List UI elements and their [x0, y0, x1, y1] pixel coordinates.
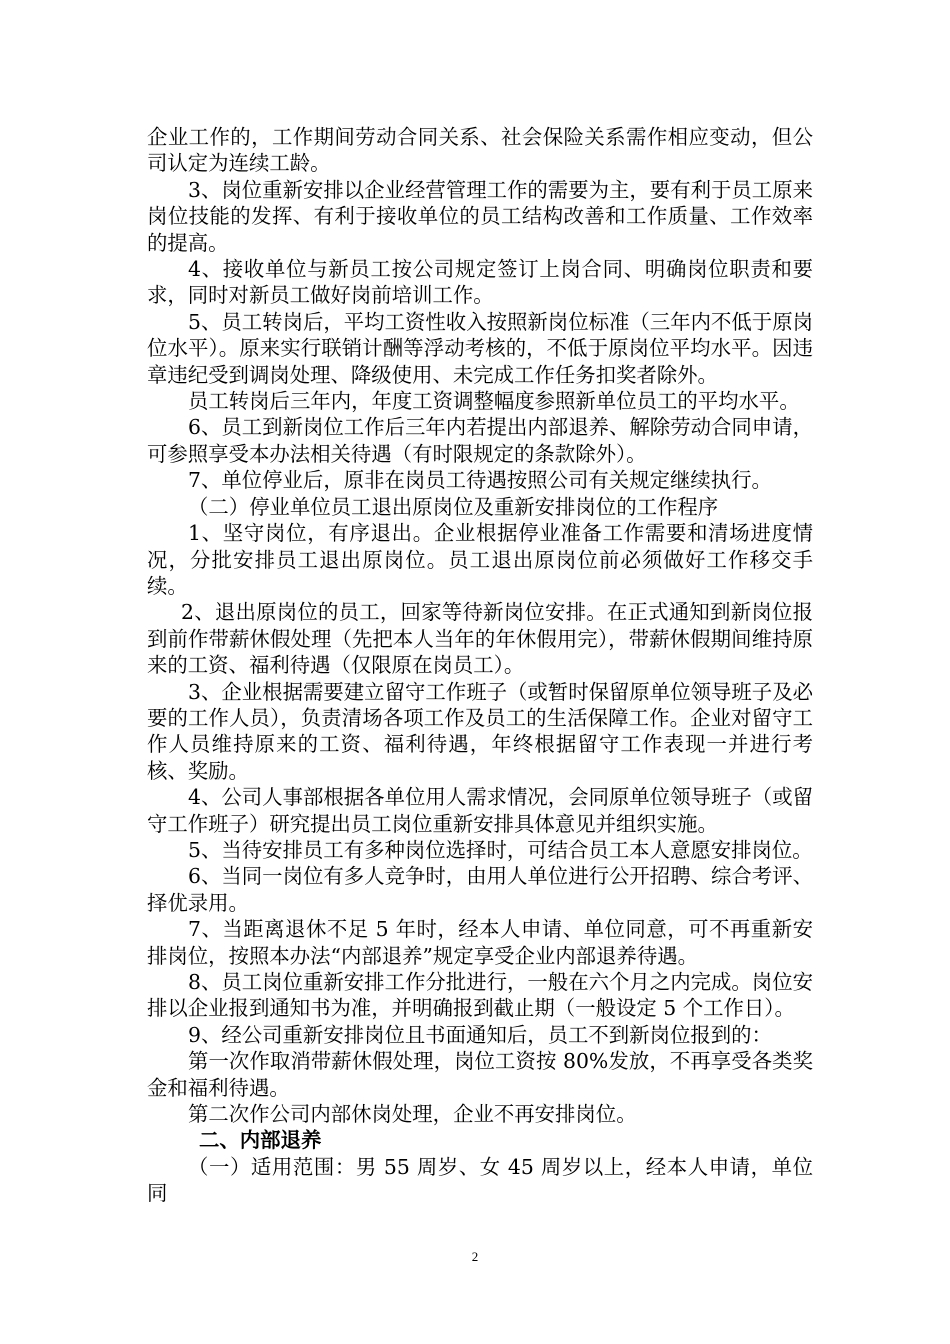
section-heading-2: （二）停业单位员工退出原岗位及重新安排岗位的工作程序 — [188, 494, 719, 519]
body-text — [147, 124, 813, 1207]
page-number: 2 — [471, 1249, 479, 1264]
paragraph-item-4: 4、接收单位与新员工按公司规定签订上岗合同、明确岗位职责和要求，同时对新员工做好岗前培训工作。 — [147, 257, 813, 308]
paragraph-step-3: 3、企业根据需要建立留守工作班子（或暂时保留原单位领导班子及必要的工作人员），负责清场各项工作及员工的生活保障工作。企业对留守工作人员维持原来的工资、福利待遇，年终根据留守工作表现一并进行考核、奖励。 — [147, 679, 813, 783]
paragraph-item-3: 3、岗位重新安排以企业经营管理工作的需要为主，要有利于员工原来岗位技能的发挥、有利于接收单位的员工结构改善和工作质量、工作效率的提高。 — [147, 177, 813, 255]
paragraph-step-8: 8、员工岗位重新安排工作分批进行，一般在六个月之内完成。岗位安排以企业报到通知书为准，并明确报到截止期（一般设定 5 个工作日）。 — [147, 970, 813, 1021]
paragraph-step-5: 5、当待安排员工有多种岗位选择时，可结合员工本人意愿安排岗位。 — [188, 837, 813, 862]
paragraph-item-5: 5、员工转岗后，平均工资性收入按照新岗位标准（三年内不低于原岗位水平）。原来实行联销计酬等浮动考核的，不低于原岗位平均水平。因违章违纪受到调岗处理、降级使用、未完成工作任务扣奖者除外。 — [147, 309, 813, 387]
paragraph-item-6: 6、员工到新岗位工作后三年内若提出内部退养、解除劳动合同申请，可参照享受本办法相关待遇（有时限规定的条款除外）。 — [147, 415, 813, 466]
paragraph-step-6: 6、当同一岗位有多人竞争时，由用人单位进行公开招聘、综合考评、择优录用。 — [147, 864, 813, 915]
paragraph-first-time: 第一次作取消带薪休假处理，岗位工资按 80%发放，不再享受各类奖金和福利待遇。 — [147, 1049, 813, 1100]
paragraph-step-4: 4、公司人事部根据各单位用人需求情况，会同原单位领导班子（或留守工作班子）研究提出员工岗位重新安排具体意见并组织实施。 — [147, 785, 813, 836]
paragraph-step-9: 9、经公司重新安排岗位且书面通知后，员工不到新岗位报到的： — [188, 1022, 772, 1047]
section-heading-internal-retirement: 二、内部退养 — [199, 1128, 322, 1153]
paragraph-salary-adjustment: 员工转岗后三年内，年度工资调整幅度参照新单位员工的平均水平。 — [188, 389, 800, 414]
paragraph-continued: 企业工作的，工作期间劳动合同关系、社会保险关系需作相应变动，但公司认定为连续工龄。 — [147, 125, 813, 176]
paragraph-second-time: 第二次作公司内部休岗处理，企业不再安排岗位。 — [188, 1102, 637, 1127]
paragraph-step-2: 2、退出原岗位的员工，回家等待新岗位安排。在正式通知到新岗位报到前作带薪休假处理（先把本人当年的年休假用完），带薪休假期间维持原来的工资、福利待遇（仅限原在岗员工）。 — [147, 600, 813, 678]
paragraph-scope: （一）适用范围：男 55 周岁、女 45 周岁以上，经本人申请，单位同 — [147, 1154, 813, 1206]
paragraph-step-7: 7、当距离退休不足 5 年时，经本人申请、单位同意，可不再重新安排岗位，按照本办法“内部退养”规定享受企业内部退养待遇。 — [147, 917, 813, 968]
paragraph-item-7: 7、单位停业后，原非在岗员工待遇按照公司有关规定继续执行。 — [188, 468, 772, 493]
paragraph-step-1: 1、坚守岗位，有序退出。企业根据停业准备工作需要和清场进度情况，分批安排员工退出原岗位。员工退出原岗位前必须做好工作移交手续。 — [147, 521, 813, 598]
